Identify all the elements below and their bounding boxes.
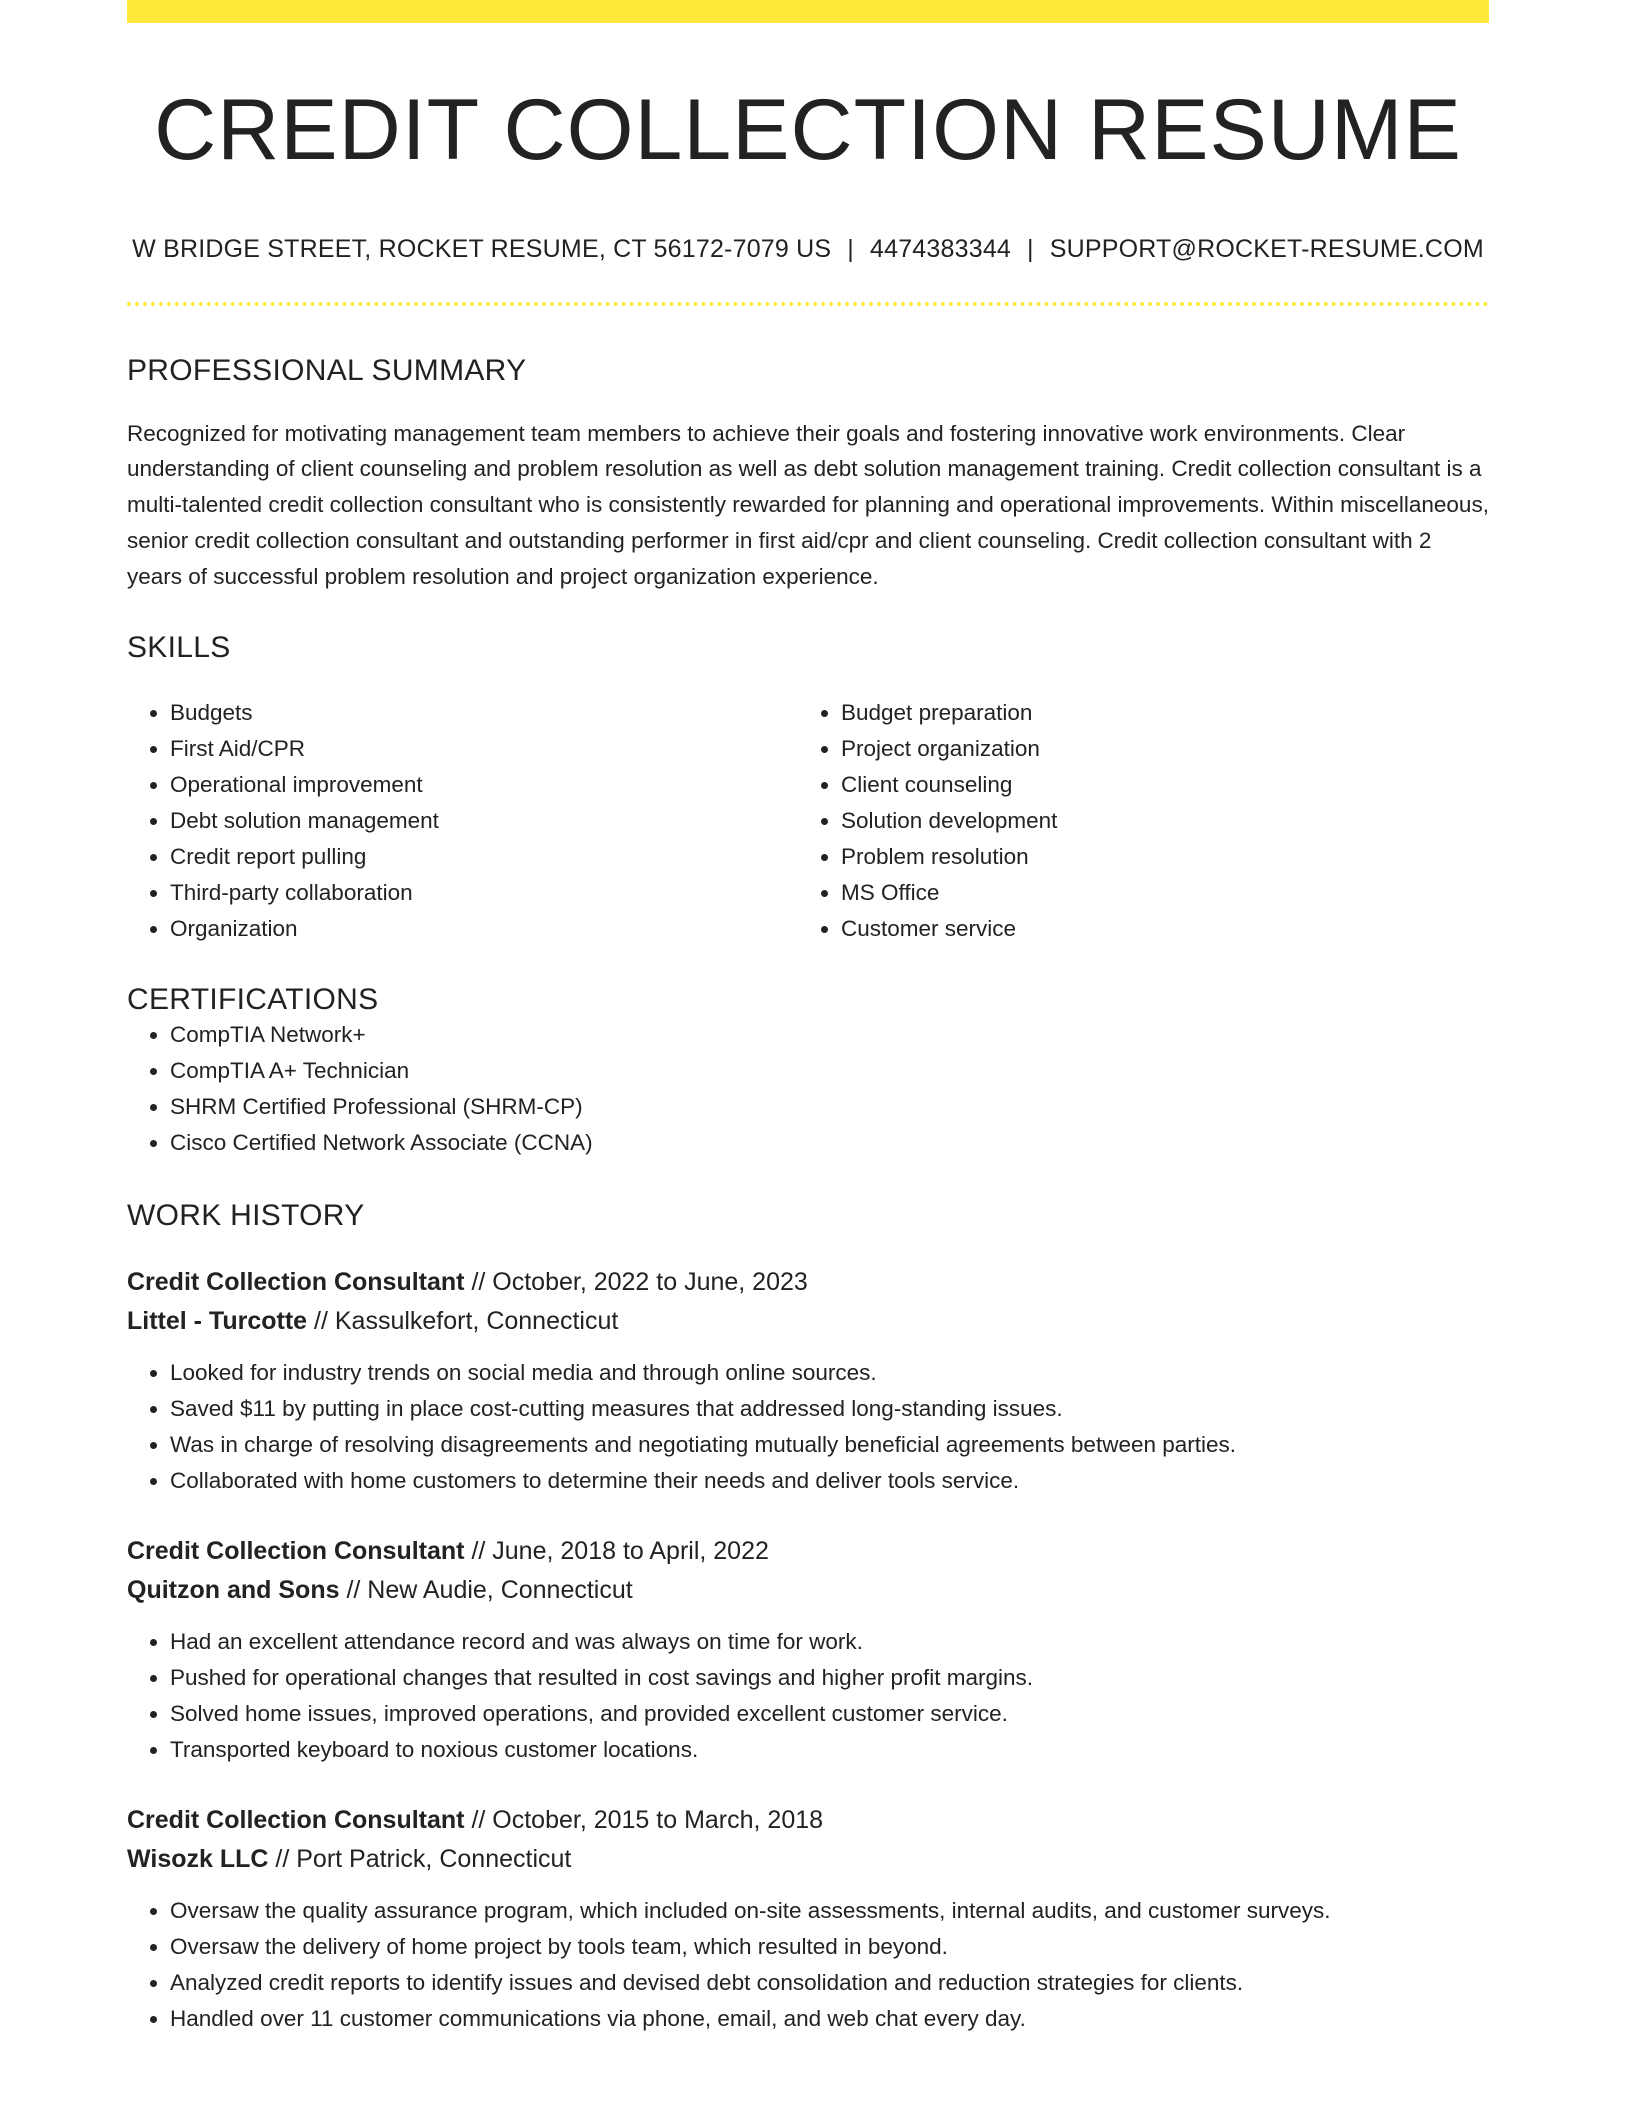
job-title: Credit Collection Consultant [127,1267,465,1296]
job-bullet: • Transported keyboard to noxious customer locations. [170,1732,1489,1768]
job-bullet: • Oversaw the delivery of home project by tools team, which resulted in beyond. [170,1929,1489,1965]
skill-item: • Client counseling [841,767,1469,803]
job-company: Wisozk LLC [127,1844,269,1873]
contact-separator: | [847,234,854,263]
contact-address: W BRIDGE STREET, ROCKET RESUME, CT 56172-7079 US [132,234,832,263]
work-history-heading: WORK HISTORY [127,1198,365,1232]
resume-page [127,0,1489,2037]
job-bullet: • Was in charge of resolving disagreements and negotiating mutually beneficial agreements between parties. [170,1427,1489,1463]
contact-email: SUPPORT@ROCKET-RESUME.COM [1049,234,1484,263]
job-location: // Port Patrick, Connecticut [268,1844,572,1873]
dotted-divider [127,302,1489,306]
job-bullet: • Collaborated with home customers to determine their needs and deliver tools service. [170,1463,1489,1499]
skills-list-left [127,695,798,947]
skill-item: • First Aid/CPR [170,731,798,767]
skill-item: • Credit report pulling [170,839,798,875]
contact-line [127,235,1489,264]
skill-item: • Debt solution management [170,803,798,839]
job-bullet: • Had an excellent attendance record and was always on time for work. [170,1624,1489,1660]
summary-heading: PROFESSIONAL SUMMARY [127,353,527,387]
skill-item: • Budget preparation [841,695,1469,731]
job-bullets [127,1355,1489,1499]
certifications-heading: CERTIFICATIONS [127,982,379,1016]
job-company-line [127,1840,1489,1879]
skills-heading: SKILLS [127,630,231,664]
skill-item: • Solution development [841,803,1469,839]
skills-grid [127,695,1489,947]
skill-item: • Operational improvement [170,767,798,803]
resume-title: CREDIT COLLECTION RESUME [154,82,1462,178]
skill-item: • Budgets [170,695,798,731]
skills-list-right [798,695,1469,947]
skill-item: • MS Office [841,875,1469,911]
certification-item: • Cisco Certified Network Associate (CCNA) [170,1125,1489,1161]
job-bullet: • Looked for industry trends on social media and through online sources. [170,1355,1489,1391]
skill-item: • Customer service [841,911,1469,947]
job-bullet: • Solved home issues, improved operations, and provided excellent customer service. [170,1696,1489,1732]
job-company-line [127,1302,1489,1341]
job-dates: // June, 2018 to April, 2022 [464,1536,769,1565]
job-bullet: • Handled over 11 customer communications via phone, email, and web chat every day. [170,2001,1489,2037]
job-bullets [127,1624,1489,1768]
certification-item: • CompTIA Network+ [170,1017,1489,1053]
job-entry [127,1801,1489,2037]
job-title-line [127,1263,1489,1302]
skill-item: • Project organization [841,731,1469,767]
job-bullets [127,1893,1489,2037]
job-company-line [127,1571,1489,1610]
skill-item: • Organization [170,911,798,947]
job-dates: // October, 2015 to March, 2018 [464,1805,824,1834]
job-title: Credit Collection Consultant [127,1805,465,1834]
accent-top-bar [127,0,1489,23]
job-title-line [127,1801,1489,1840]
job-company: Quitzon and Sons [127,1575,340,1604]
contact-phone: 4474383344 [869,234,1012,263]
certification-item: • SHRM Certified Professional (SHRM-CP) [170,1089,1489,1125]
contact-separator: | [1027,234,1034,263]
certifications-list [127,1017,1489,1161]
job-location: // Kassulkefort, Connecticut [307,1306,619,1335]
job-dates: // October, 2022 to June, 2023 [464,1267,808,1296]
job-location: // New Audie, Connecticut [339,1575,633,1604]
job-title-line [127,1532,1489,1571]
job-bullet: • Pushed for operational changes that resulted in cost savings and higher profit margins. [170,1660,1489,1696]
job-title: Credit Collection Consultant [127,1536,465,1565]
job-company: Littel - Turcotte [127,1306,308,1335]
summary-text: Recognized for motivating management team members to achieve their goals and fostering innovative work environments. Clear understanding of client counseling and problem resolution as well as debt solution management training. Credit collection consultant is a multi-talented credit collection consultant who is consistently rewarded for planning and operational improvements. Within miscellaneous, senior credit collection consultant and outstanding performer in first aid/cpr and client counseling. Credit collection consultant with 2 years of successful problem resolution and project organization experience. [127,420,1489,589]
job-bullet: • Analyzed credit reports to identify issues and devised debt consolidation and reduction strategies for clients. [170,1965,1489,2001]
job-entry [127,1532,1489,1768]
job-entry [127,1263,1489,1499]
job-bullet: • Oversaw the quality assurance program, which included on-site assessments, internal audits, and customer surveys. [170,1893,1489,1929]
job-bullet: • Saved $11 by putting in place cost-cutting measures that addressed long-standing issues. [170,1391,1489,1427]
skill-item: • Problem resolution [841,839,1469,875]
certification-item: • CompTIA A+ Technician [170,1053,1489,1089]
skill-item: • Third-party collaboration [170,875,798,911]
